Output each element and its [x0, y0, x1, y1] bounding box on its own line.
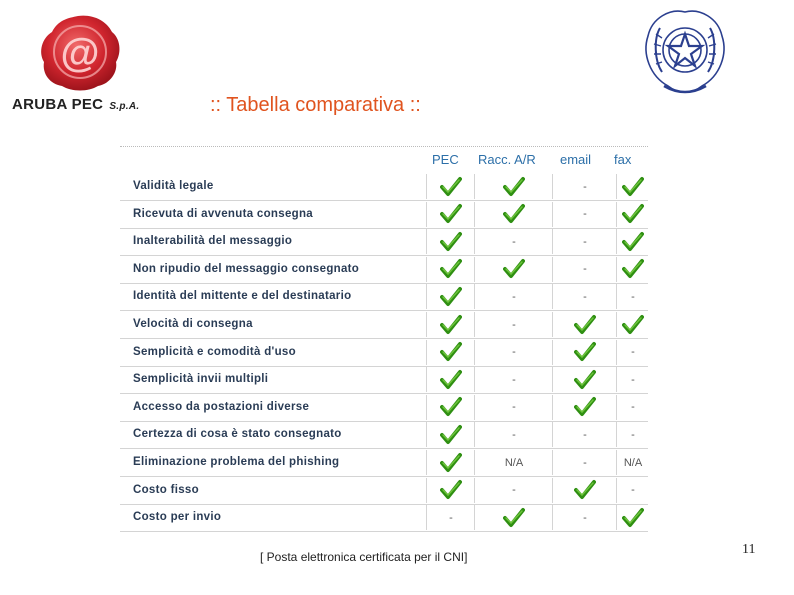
- row-label: Inalterabilità del messaggio: [133, 235, 293, 248]
- row-label: Identità del mittente e del destinatario: [133, 290, 352, 303]
- table-row: [120, 340, 648, 367]
- table-cell: -: [474, 340, 553, 365]
- checkmark-icon: [616, 257, 649, 282]
- row-label: Ricevuta di avvenuta consegna: [133, 207, 313, 220]
- table-cell: -: [474, 395, 553, 420]
- table-cell: -: [552, 229, 617, 254]
- table-cell: -: [474, 422, 553, 447]
- column-header: PEC: [432, 152, 459, 167]
- page-title: :: Tabella comparativa ::: [210, 94, 421, 116]
- italian-republic-emblem-icon: [640, 4, 730, 100]
- checkmark-icon: [616, 505, 649, 530]
- table-cell: -: [474, 367, 553, 392]
- checkmark-icon: [552, 340, 617, 365]
- table-cell: -: [616, 284, 649, 309]
- table-row: [120, 450, 648, 477]
- checkmark-icon: [616, 174, 649, 199]
- table-cell: -: [616, 478, 649, 503]
- checkmark-icon: [552, 478, 617, 503]
- table-cell: -: [552, 505, 617, 530]
- brand-name: [12, 96, 139, 113]
- table-cell: -: [474, 312, 553, 337]
- checkmark-icon: [474, 174, 553, 199]
- row-label: Costo fisso: [133, 483, 199, 496]
- brand-label: ARUBA PEC: [12, 96, 104, 113]
- row-label: Semplicità invii multipli: [133, 373, 269, 386]
- table-cell: -: [552, 174, 617, 199]
- table-cell: -: [552, 284, 617, 309]
- brand-suffix: S.p.A.: [109, 101, 140, 112]
- checkmark-icon: [426, 450, 475, 475]
- table-cell: -: [616, 340, 649, 365]
- checkmark-icon: [426, 422, 475, 447]
- table-top-border: [120, 146, 648, 147]
- column-header: email: [560, 152, 592, 167]
- checkmark-icon: [426, 478, 475, 503]
- table-cell: -: [616, 422, 649, 447]
- table-cell: N/A: [616, 450, 649, 475]
- column-header: fax: [614, 152, 632, 167]
- checkmark-icon: [616, 202, 649, 227]
- checkmark-icon: [426, 312, 475, 337]
- table-row: [120, 229, 648, 256]
- table-cell: -: [474, 284, 553, 309]
- table-cell: -: [616, 395, 649, 420]
- checkmark-icon: [426, 367, 475, 392]
- page-number: 11: [742, 542, 756, 557]
- checkmark-icon: [426, 284, 475, 309]
- table-cell: -: [426, 505, 475, 530]
- checkmark-icon: [426, 174, 475, 199]
- table-row: [120, 284, 648, 311]
- row-label: Semplicità e comodità d'uso: [133, 345, 296, 358]
- table-cell: -: [552, 257, 617, 282]
- table-cell: -: [616, 367, 649, 392]
- checkmark-icon: [474, 257, 553, 282]
- checkmark-icon: [426, 229, 475, 254]
- table-row: [120, 395, 648, 422]
- row-label: Costo per invio: [133, 511, 222, 524]
- table-row: [120, 478, 648, 505]
- checkmark-icon: [474, 202, 553, 227]
- checkmark-icon: [616, 312, 649, 337]
- table-cell: -: [474, 478, 553, 503]
- row-label: Non ripudio del messaggio consegnato: [133, 262, 360, 275]
- table-row: [120, 202, 648, 229]
- checkmark-icon: [426, 202, 475, 227]
- row-label: Accesso da postazioni diverse: [133, 400, 310, 413]
- row-label: Eliminazione problema del phishing: [133, 456, 340, 468]
- checkmark-icon: [426, 395, 475, 420]
- checkmark-icon: [474, 505, 553, 530]
- row-label: Validità legale: [133, 180, 214, 192]
- table-row: [120, 422, 648, 449]
- table-row: [120, 367, 648, 394]
- checkmark-icon: [426, 340, 475, 365]
- table-row: [120, 174, 648, 201]
- checkmark-icon: [552, 312, 617, 337]
- row-label: Velocità di consegna: [133, 318, 253, 330]
- column-header: Racc. A/R: [478, 152, 536, 167]
- table-row: [120, 257, 648, 284]
- table-cell: -: [552, 202, 617, 227]
- table-cell: -: [552, 422, 617, 447]
- footer-caption: [ Posta elettronica certificata per il CNI]: [260, 550, 468, 564]
- table-row: [120, 505, 648, 532]
- table-cell: N/A: [474, 450, 553, 475]
- table-row: [120, 312, 648, 339]
- checkmark-icon: [552, 367, 617, 392]
- svg-text:@: @: [60, 31, 100, 75]
- checkmark-icon: [616, 229, 649, 254]
- table-cell: -: [474, 229, 553, 254]
- table-cell: -: [552, 450, 617, 475]
- row-label: Certezza di cosa è stato consegnato: [133, 428, 342, 441]
- checkmark-icon: [552, 395, 617, 420]
- checkmark-icon: [426, 257, 475, 282]
